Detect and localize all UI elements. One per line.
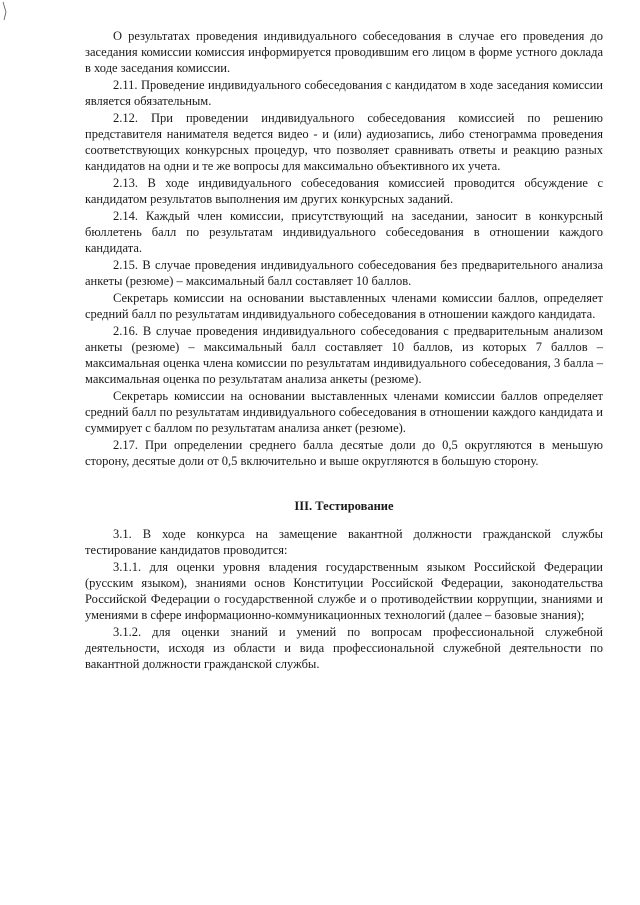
paragraph-2-11: 2.11. Проведение индивидуального собеседования с кандидатом в ходе заседания комиссии является обязательным. — [85, 78, 603, 108]
scan-corner-mark — [0, 0, 22, 22]
paragraph-2-12: 2.12. При проведении индивидуального собеседования комиссией по решению представителя нанимателя ведется видео - и (или) аудиозапись, либо стенограмма проведения соответствующих конкурсных процедур, что позволяет сравнивать ответы и реакцию разных кандидатов на одни и те же вопросы для максимально объективного их учета. — [85, 111, 603, 173]
paragraph-2-17: 2.17. При определении среднего балла десятые доли до 0,5 округляются в меньшую сторону, десятые доли от 0,5 включительно и выше округляются в большую сторону. — [85, 438, 603, 468]
paragraph-3-1-2: 3.1.2. для оценки знаний и умений по вопросам профессиональной служебной деятельности, исходя из области и вида профессиональной служебной деятельности по вакантной должности гражданской службы. — [85, 625, 603, 671]
paragraph-2-15: 2.15. В случае проведения индивидуального собеседования без предварительного анализа анкеты (резюме) – максимальный балл составляет 10 баллов. — [85, 258, 603, 288]
paragraph: Секретарь комиссии на основании выставленных членами комиссии баллов, определяет средний балл по результатам индивидуального собеседования в отношении каждого кандидата. — [85, 291, 603, 321]
paragraph-3-1: 3.1. В ходе конкурса на замещение вакантной должности гражданской службы тестирование кандидатов проводится: — [85, 527, 603, 557]
section-heading: III. Тестирование — [294, 499, 394, 513]
paragraph-3-1-1: 3.1.1. для оценки уровня владения государственным языком Российской Федерации (русским языком), знаниями основ Конституции Российской Федерации, законодательства Российской Федерации о государственной службе и о противодействии коррупции, знаниями и умениями в сфере информационно-коммуникационных технологий (далее – базовые знания); — [85, 560, 603, 622]
paragraph-2-13: 2.13. В ходе индивидуального собеседования комиссией проводится обсуждение с кандидатом результатов выполнения им других конкурсных заданий. — [85, 176, 603, 206]
document-page — [85, 28, 603, 673]
paragraph-2-14: 2.14. Каждый член комиссии, присутствующий на заседании, заносит в конкурсный бюллетень балл по результатам индивидуального собеседования в отношении каждого кандидата. — [85, 209, 603, 255]
paragraph: Секретарь комиссии на основании выставленных членами комиссии баллов определяет средний балл по результатам индивидуального собеседования в отношении каждого кандидата и суммирует с баллом по результатам анализа анкет (резюме). — [85, 389, 603, 435]
paragraph: О результатах проведения индивидуального собеседования в случае его проведения до заседания комиссии комиссия информируется проводившим его лицом в форме устного доклада в ходе заседания комиссии. — [85, 29, 603, 75]
paragraph-2-16: 2.16. В случае проведения индивидуального собеседования с предварительным анализом анкеты (резюме) – максимальный балл составляет 10 баллов, из которых 7 баллов – максимальная оценка члена комиссии по результатам индивидуального собеседования, 3 балла – максимальная оценка по результатам анализа анкеты (резюме). — [85, 324, 603, 386]
